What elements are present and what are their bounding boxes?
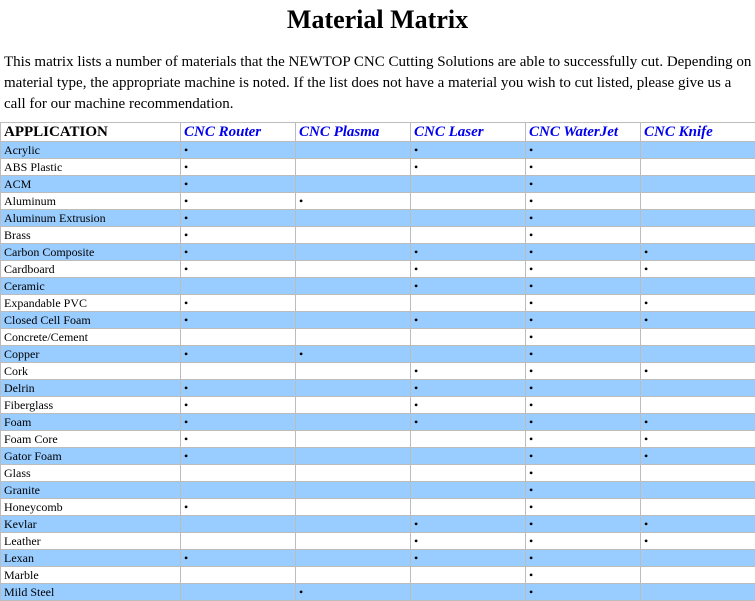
mark-cell-laser: [411, 176, 526, 193]
mark-cell-laser: •: [411, 244, 526, 261]
table-row: [1, 227, 755, 244]
page-title: Material Matrix: [286, 5, 469, 34]
mark-cell-knife: [641, 193, 755, 210]
mark-cell-plasma: [296, 465, 411, 482]
mark-cell-router: •: [181, 414, 296, 431]
mark-cell-router: •: [181, 295, 296, 312]
mark-cell-laser: •: [411, 363, 526, 380]
table-row: [1, 346, 755, 363]
mark-cell-router: •: [181, 499, 296, 516]
table-row: [1, 193, 755, 210]
material-name-cell: Aluminum Extrusion: [1, 210, 181, 227]
table-row: [1, 397, 755, 414]
material-name-cell: Honeycomb: [1, 499, 181, 516]
mark-cell-waterjet: •: [526, 465, 641, 482]
mark-cell-waterjet: •: [526, 261, 641, 278]
material-name-cell: Fiberglass: [1, 397, 181, 414]
mark-cell-waterjet: •: [526, 363, 641, 380]
material-name-cell: Copper: [1, 346, 181, 363]
table-row: [1, 448, 755, 465]
mark-cell-plasma: [296, 567, 411, 584]
mark-cell-laser: [411, 584, 526, 601]
mark-cell-router: [181, 363, 296, 380]
mark-cell-knife: •: [641, 431, 755, 448]
mark-cell-router: •: [181, 312, 296, 329]
mark-cell-router: [181, 584, 296, 601]
table-row: [1, 329, 755, 346]
table-row: [1, 278, 755, 295]
mark-cell-router: [181, 533, 296, 550]
mark-cell-laser: [411, 482, 526, 499]
mark-cell-waterjet: •: [526, 567, 641, 584]
mark-cell-plasma: [296, 516, 411, 533]
mark-cell-plasma: [296, 295, 411, 312]
mark-cell-laser: •: [411, 142, 526, 159]
mark-cell-knife: [641, 159, 755, 176]
mark-cell-router: •: [181, 346, 296, 363]
material-name-cell: Delrin: [1, 380, 181, 397]
header-row: [1, 123, 755, 142]
mark-cell-knife: [641, 584, 755, 601]
mark-cell-laser: [411, 329, 526, 346]
mark-cell-router: •: [181, 380, 296, 397]
mark-cell-plasma: [296, 499, 411, 516]
mark-cell-plasma: [296, 210, 411, 227]
mark-cell-laser: [411, 567, 526, 584]
mark-cell-waterjet: •: [526, 176, 641, 193]
table-row: [1, 261, 755, 278]
mark-cell-plasma: [296, 431, 411, 448]
mark-cell-knife: •: [641, 363, 755, 380]
mark-cell-router: •: [181, 431, 296, 448]
mark-cell-knife: [641, 567, 755, 584]
mark-cell-router: •: [181, 159, 296, 176]
material-name-cell: Expandable PVC: [1, 295, 181, 312]
mark-cell-router: •: [181, 448, 296, 465]
mark-cell-knife: [641, 499, 755, 516]
table-row: [1, 499, 755, 516]
mark-cell-waterjet: •: [526, 142, 641, 159]
mark-cell-router: [181, 516, 296, 533]
mark-cell-waterjet: •: [526, 312, 641, 329]
material-name-cell: Lexan: [1, 550, 181, 567]
table-row: [1, 414, 755, 431]
mark-cell-plasma: [296, 244, 411, 261]
mark-cell-router: [181, 465, 296, 482]
mark-cell-plasma: [296, 142, 411, 159]
mark-cell-plasma: [296, 312, 411, 329]
material-name-cell: ABS Plastic: [1, 159, 181, 176]
mark-cell-knife: •: [641, 244, 755, 261]
mark-cell-waterjet: •: [526, 210, 641, 227]
mark-cell-laser: [411, 193, 526, 210]
mark-cell-waterjet: •: [526, 414, 641, 431]
mark-cell-laser: [411, 227, 526, 244]
material-name-cell: Gator Foam: [1, 448, 181, 465]
mark-cell-laser: [411, 346, 526, 363]
material-name-cell: ACM: [1, 176, 181, 193]
mark-cell-knife: [641, 550, 755, 567]
mark-cell-plasma: [296, 533, 411, 550]
mark-cell-laser: •: [411, 414, 526, 431]
material-name-cell: Foam: [1, 414, 181, 431]
mark-cell-router: •: [181, 210, 296, 227]
mark-cell-plasma: [296, 550, 411, 567]
material-matrix-table: [0, 122, 755, 601]
mark-cell-knife: [641, 227, 755, 244]
mark-cell-plasma: [296, 380, 411, 397]
mark-cell-router: •: [181, 261, 296, 278]
table-row: [1, 312, 755, 329]
mark-cell-knife: •: [641, 414, 755, 431]
mark-cell-waterjet: •: [526, 397, 641, 414]
table-row: [1, 142, 755, 159]
mark-cell-plasma: [296, 448, 411, 465]
material-name-cell: Mild Steel: [1, 584, 181, 601]
mark-cell-knife: [641, 329, 755, 346]
mark-cell-plasma: [296, 176, 411, 193]
mark-cell-waterjet: •: [526, 533, 641, 550]
mark-cell-knife: [641, 210, 755, 227]
mark-cell-plasma: [296, 397, 411, 414]
mark-cell-waterjet: •: [526, 448, 641, 465]
mark-cell-waterjet: •: [526, 346, 641, 363]
material-name-cell: Leather: [1, 533, 181, 550]
header-cnc-laser[interactable]: CNC Laser: [411, 123, 526, 142]
mark-cell-waterjet: •: [526, 159, 641, 176]
mark-cell-waterjet: •: [526, 499, 641, 516]
table-row: [1, 244, 755, 261]
mark-cell-knife: •: [641, 448, 755, 465]
header-cnc-waterjet[interactable]: CNC WaterJet: [526, 123, 641, 142]
material-name-cell: Brass: [1, 227, 181, 244]
table-row: [1, 210, 755, 227]
material-name-cell: Acrylic: [1, 142, 181, 159]
mark-cell-knife: •: [641, 261, 755, 278]
mark-cell-laser: [411, 210, 526, 227]
mark-cell-plasma: [296, 278, 411, 295]
table-row: [1, 431, 755, 448]
material-name-cell: Glass: [1, 465, 181, 482]
material-name-cell: Concrete/Cement: [1, 329, 181, 346]
mark-cell-laser: •: [411, 159, 526, 176]
mark-cell-laser: [411, 431, 526, 448]
mark-cell-plasma: [296, 482, 411, 499]
mark-cell-plasma: [296, 363, 411, 380]
table-body: [1, 142, 755, 601]
mark-cell-plasma: [296, 227, 411, 244]
mark-cell-laser: [411, 499, 526, 516]
mark-cell-laser: [411, 295, 526, 312]
table-row: [1, 380, 755, 397]
table-row: [1, 295, 755, 312]
mark-cell-laser: •: [411, 397, 526, 414]
mark-cell-knife: •: [641, 295, 755, 312]
mark-cell-router: •: [181, 227, 296, 244]
title-area: [0, 0, 755, 44]
mark-cell-waterjet: •: [526, 431, 641, 448]
mark-cell-knife: [641, 176, 755, 193]
mark-cell-waterjet: •: [526, 380, 641, 397]
mark-cell-router: •: [181, 550, 296, 567]
table-row: [1, 159, 755, 176]
mark-cell-waterjet: •: [526, 244, 641, 261]
mark-cell-router: [181, 482, 296, 499]
material-name-cell: Cork: [1, 363, 181, 380]
table-row: [1, 567, 755, 584]
mark-cell-knife: [641, 380, 755, 397]
mark-cell-waterjet: •: [526, 278, 641, 295]
mark-cell-plasma: [296, 414, 411, 431]
table-row: [1, 363, 755, 380]
material-name-cell: Marble: [1, 567, 181, 584]
mark-cell-waterjet: •: [526, 584, 641, 601]
header-cnc-plasma[interactable]: CNC Plasma: [296, 123, 411, 142]
table-row: [1, 176, 755, 193]
mark-cell-router: •: [181, 142, 296, 159]
mark-cell-laser: [411, 465, 526, 482]
table-row: [1, 516, 755, 533]
material-name-cell: Carbon Composite: [1, 244, 181, 261]
mark-cell-knife: •: [641, 312, 755, 329]
mark-cell-router: •: [181, 176, 296, 193]
mark-cell-waterjet: •: [526, 516, 641, 533]
mark-cell-router: [181, 329, 296, 346]
table-row: [1, 533, 755, 550]
table-row: [1, 465, 755, 482]
mark-cell-waterjet: •: [526, 550, 641, 567]
mark-cell-knife: [641, 397, 755, 414]
mark-cell-knife: [641, 278, 755, 295]
mark-cell-plasma: [296, 329, 411, 346]
table-row: [1, 584, 755, 601]
intro-paragraph: This matrix lists a number of materials that the NEWTOP CNC Cutting Solutions are able to successfully cut. Depending on material type, the appropriate machine is noted. If the list does not have a material you wish to cut listed, please give us a call for our machine recommendation.: [4, 54, 752, 112]
mark-cell-plasma: [296, 261, 411, 278]
mark-cell-laser: [411, 448, 526, 465]
table-row: [1, 482, 755, 499]
mark-cell-plasma: •: [296, 193, 411, 210]
mark-cell-plasma: •: [296, 346, 411, 363]
mark-cell-router: [181, 567, 296, 584]
mark-cell-router: •: [181, 244, 296, 261]
material-name-cell: Cardboard: [1, 261, 181, 278]
material-name-cell: Aluminum: [1, 193, 181, 210]
material-name-cell: Ceramic: [1, 278, 181, 295]
mark-cell-knife: [641, 482, 755, 499]
mark-cell-router: •: [181, 397, 296, 414]
mark-cell-laser: •: [411, 261, 526, 278]
header-cnc-router[interactable]: CNC Router: [181, 123, 296, 142]
table-row: [1, 550, 755, 567]
mark-cell-waterjet: •: [526, 193, 641, 210]
mark-cell-laser: •: [411, 550, 526, 567]
mark-cell-laser: •: [411, 278, 526, 295]
mark-cell-laser: •: [411, 380, 526, 397]
mark-cell-router: •: [181, 193, 296, 210]
material-name-cell: Kevlar: [1, 516, 181, 533]
mark-cell-plasma: •: [296, 584, 411, 601]
material-name-cell: Closed Cell Foam: [1, 312, 181, 329]
mark-cell-knife: [641, 465, 755, 482]
mark-cell-router: [181, 278, 296, 295]
mark-cell-waterjet: •: [526, 329, 641, 346]
mark-cell-plasma: [296, 159, 411, 176]
mark-cell-laser: •: [411, 312, 526, 329]
mark-cell-waterjet: •: [526, 482, 641, 499]
header-cnc-knife[interactable]: CNC Knife: [641, 123, 755, 142]
mark-cell-waterjet: •: [526, 295, 641, 312]
mark-cell-knife: [641, 142, 755, 159]
mark-cell-laser: •: [411, 533, 526, 550]
mark-cell-knife: •: [641, 533, 755, 550]
mark-cell-knife: [641, 346, 755, 363]
mark-cell-laser: •: [411, 516, 526, 533]
mark-cell-waterjet: •: [526, 227, 641, 244]
header-application: APPLICATION: [1, 123, 181, 142]
material-name-cell: Granite: [1, 482, 181, 499]
material-name-cell: Foam Core: [1, 431, 181, 448]
mark-cell-knife: •: [641, 516, 755, 533]
